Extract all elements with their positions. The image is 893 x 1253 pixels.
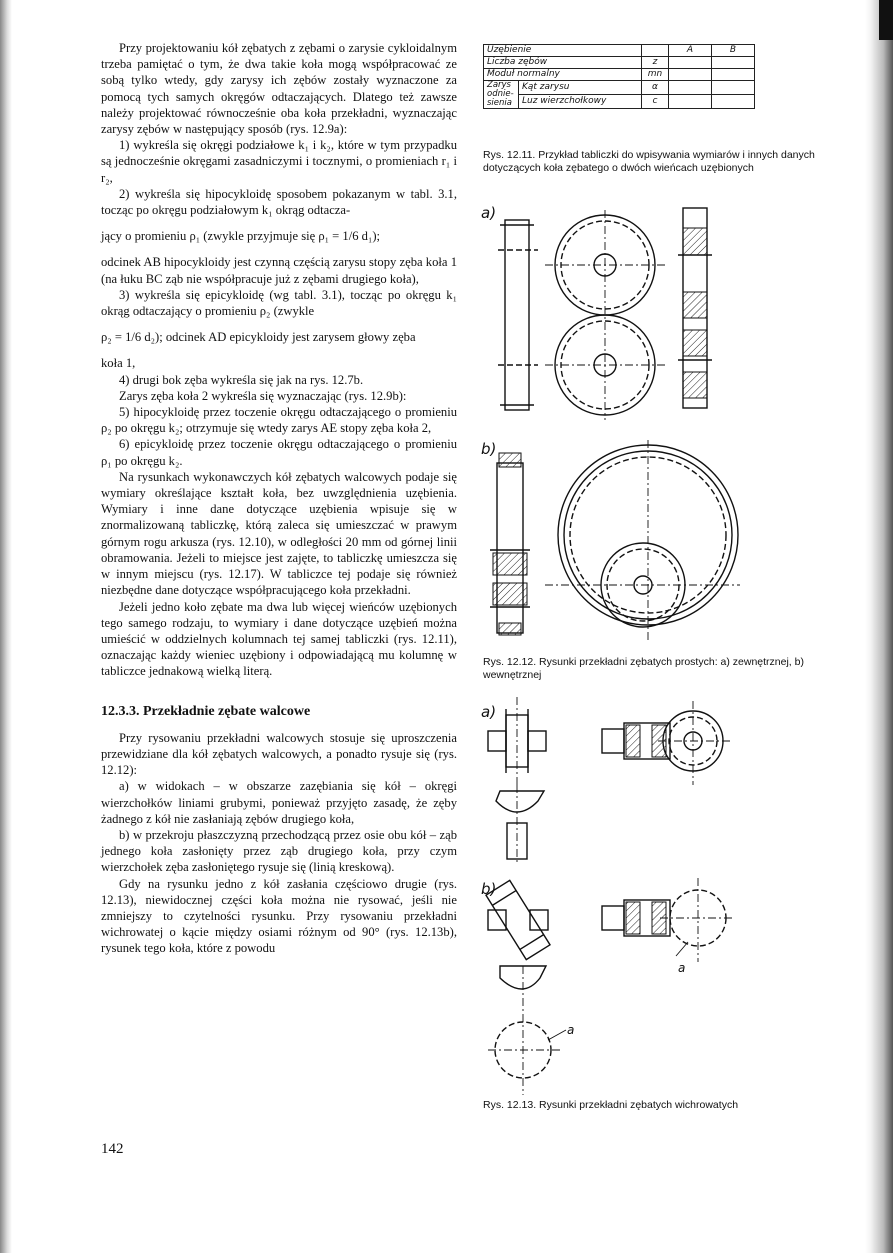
paragraph: Przy rysowaniu przekładni walcowych stosuje się uproszczenia przewidziane dla kół zębatych walcowych, a ponadto rysuje się (rys. 12.12): (101, 730, 457, 778)
formula-line: ρ₂ = 1/6 d₂); odcinek AD epicykloidy jest zarysem głowy zęba (101, 330, 416, 345)
formula-line: jący o promieniu ρ₁ (zwykle przyjmuje się ρ₁ = 1/6 d₁); (101, 229, 381, 244)
annotation-a: a (678, 961, 686, 975)
paragraph: Przy projektowaniu kół zębatych z zębami o zarysie cykloidalnym trzeba pamiętać o tym, że dwa takie koła mogą współpracować ze sobą tylko wtedy, gdy zarysy ich zębów zostały wyznaczone za pomocą tych samych okręgów odtaczających. Dlatego też zawsze należy projektować równocześnie oba koła przekładni, wyznaczając zarysy zębów w następujący sposób (rys. 12.9a): (101, 41, 457, 137)
scan-corner-dark (879, 0, 893, 40)
paragraph: Zarys zęba koła 2 wykreśla się wyznaczając (rys. 12.9b): (119, 388, 407, 403)
page-number: 142 (101, 1141, 124, 1157)
scan-shadow-right (865, 0, 893, 1253)
table-cell: Liczba zębów (484, 57, 642, 69)
paragraph: 2) wykreśla się hipocykloidę sposobem pokazanym w tabl. 3.1, tocząc po okręgu podziałowym k₁ okrąg odtacza- (101, 186, 457, 218)
paragraph: odcinek AB hipocykloidy jest czynną częścią zarysu stopy zęba koła 1 (na łuku BC ząb nie współpracuje już z zębami drugiego koła), (101, 255, 457, 286)
scan-shadow-left (0, 0, 12, 1253)
table-cell: Zarys odnie- sienia (484, 81, 519, 109)
paragraph: a) w widokach – w obszarze zazębiania się kół – okręgi wierzchołków liniami grubymi, ponieważ przyjęto zasadę, że zęby żadnego z kół nie zasłaniają zębów drugiego koła, (101, 779, 457, 826)
paragraph: 1) wykreśla się okręgi podziałowe k₁ i k₂, które w tym przypadku są jednocześnie okręgami zasadniczymi i tocznymi, o promieniach r₁ i r₂, (101, 138, 457, 185)
paragraph: 6) epicykloidę przez toczenie okręgu odtaczającego o promieniu ρ₁ po okręgu k₂. (101, 437, 457, 468)
table-row (484, 81, 755, 95)
table-cell: Luz wierzchołkowy (519, 95, 642, 109)
text-column-left (101, 40, 457, 957)
table-cell: mn (642, 69, 669, 81)
paragraph: 5) hipocykloidę przez toczenie okręgu odtaczającego o promieniu ρ₂ po okręgu k₂; otrzymuje się wtedy zarys AE stopy zęba koła 2, (101, 405, 457, 436)
table-cell: Moduł normalny (484, 69, 642, 81)
table-row (484, 69, 755, 81)
figure-label-b: b) (481, 440, 497, 458)
figure-12-13a-crossed-gear (490, 695, 740, 865)
caption-fig-12-13: Rys. 12.13. Rysunki przekładni zębatych wichrowatych (483, 1099, 739, 1111)
paragraph: koła 1, (101, 356, 136, 371)
table-header-cell: A (669, 45, 712, 57)
table-header-cell: B (712, 45, 755, 57)
paragraph: 4) drugi bok zęba wykreśla się jak na rys. 12.7b. (119, 372, 364, 387)
figure-label-13b: b) (481, 880, 497, 898)
paragraph: 3) wykreśla się epicykloidę (wg tabl. 3.1), tocząc po okręgu k₁ okrąg odtaczający o promieniu ρ₂ (zwykle (101, 287, 457, 319)
annotation-a: a (567, 1023, 575, 1037)
paragraph: Na rysunkach wykonawczych kół zębatych walcowych podaje się wymiary określające kształt koła, bez uwzględnienia uzębienia. Wymiary i inne dane dotyczące uzębienia wpisuje się w znormalizowaną tabliczkę, którą zaleca się umieszczać w prawym górnym rogu arkusza (rys. 12.10), w odległości 20 mm od górnej linii obramowania. Jeżeli to miejsce jest zajęte, to tabliczkę umieszcza się w innym miejscu (rys. 12.17). W tabliczce tej podaje się również niezbędne dane dotyczące współpracującego koła przekładni. (101, 469, 457, 598)
caption-fig-12-12: Rys. 12.12. Rysunki przekładni zębatych prostych: a) zewnętrznej, b) wewnętrznej (483, 656, 804, 681)
table-cell: α (642, 81, 669, 95)
paragraph: Jeżeli jedno koło zębate ma dwa lub więcej wieńców uzębionych tego samego rodzaju, to wymiary i dane dotyczące uzębień można umieścić w oddzielnych kolumnach tej samej tabliczki (rys. 12.11), oznaczając każdy wieniec uzębiony i odpowiadającą mu kolumnę w tabliczce jednakową wielką literą. (101, 599, 457, 679)
section-heading: 12.3.3. Przekładnie zębate walcowe (101, 703, 311, 719)
table-cell: z (642, 57, 669, 69)
figure-label-a: a) (481, 204, 497, 222)
table-cell: Kąt zarysu (519, 81, 642, 95)
table-row (484, 57, 755, 69)
table-row (484, 95, 755, 109)
paragraph: b) w przekroju płaszczyzną przechodzącą przez osie obu kół – ząb jednego koła zasłonięty przez ząb drugiego koła, przy czym wierzchołek zęba zasłoniętego rysuje się (linią kreskową). (101, 827, 457, 875)
table-header-cell: Uzębienie (484, 45, 642, 57)
figure-12-13b-crossed-gear (490, 870, 750, 1105)
table-row (484, 45, 755, 57)
figure-12-12b-internal-gear (485, 445, 745, 645)
paragraph: Gdy na rysunku jedno z kół zasłania częściowo drugie (rys. 12.13), niewidocznej części koła można nie rysować, jeśli nie zmniejszy to czytelności rysunku. Przy rysowaniu przekładni wichrowatej o kącie między osiami różnym od 90° (rys. 12.13b), rysunek tego koła, które z powodu (101, 876, 457, 956)
figure-label-13a: a) (481, 703, 497, 721)
figure-12-12a-external-gear (490, 200, 730, 420)
gear-spec-table (483, 44, 755, 109)
caption-fig-12-11: Rys. 12.11. Przykład tabliczki do wpisywania wymiarów i innych danych dotyczących koła zębatego o dwóch wieńcach uzębionych (483, 149, 815, 174)
table-cell: c (642, 95, 669, 109)
